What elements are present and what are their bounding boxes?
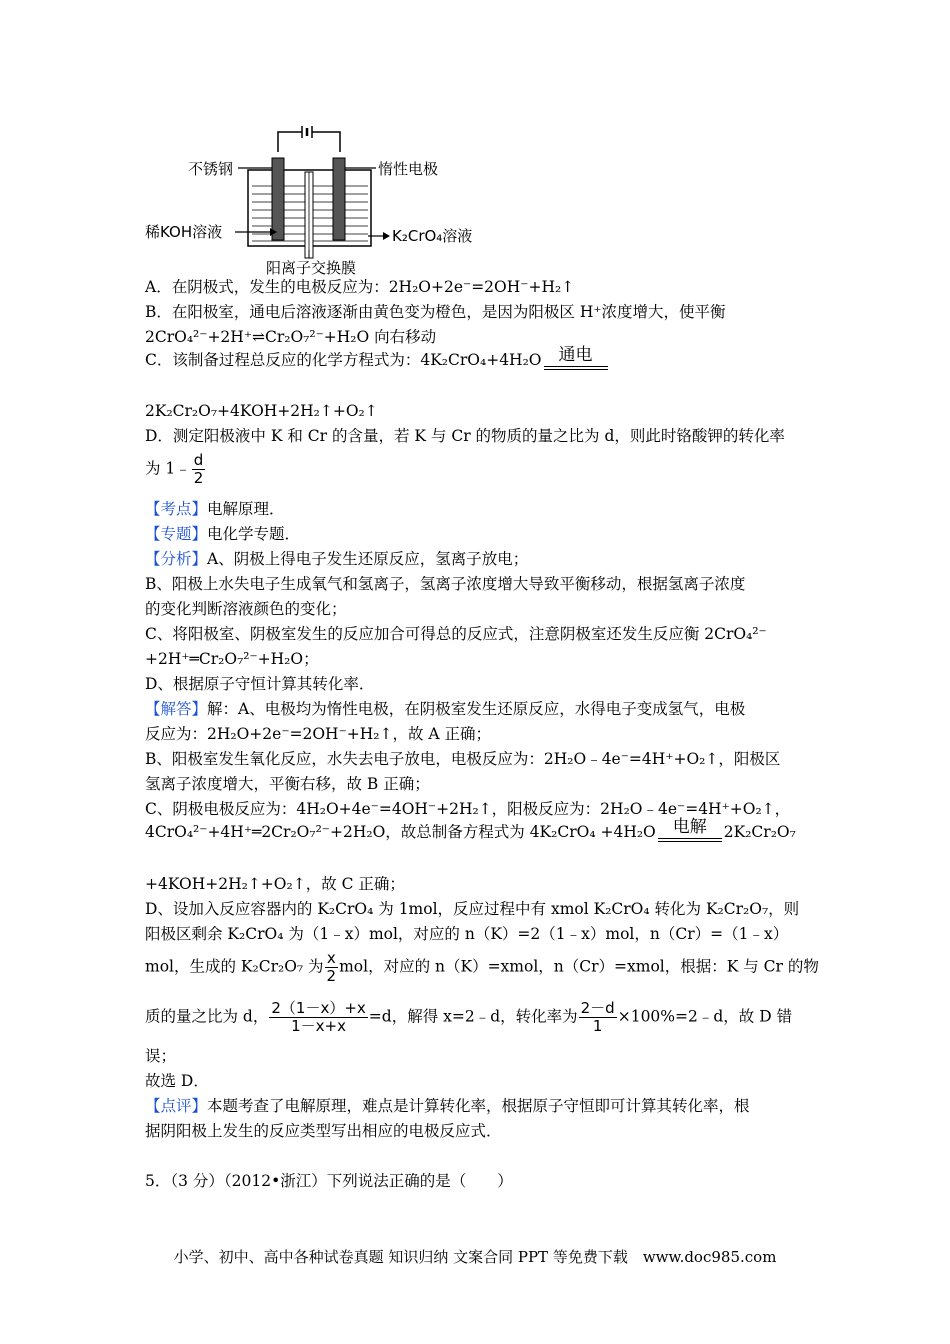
electrolysis-cell-diagram (140, 120, 500, 280)
jieda-11-mid: =d，解得 x=2﹣d，转化率为 (368, 1007, 578, 1026)
kaodian-line (145, 499, 285, 519)
jieda-line11 (145, 1000, 792, 1035)
fraction-ratio-k-cr: $\frac{2(1-x)+x}{1-x+x}$ (271, 999, 366, 1035)
option-a: A．在阴极式，发生的电极反应为：2H₂O+2e⁻=2OH⁻+H₂↑ (145, 278, 575, 296)
jieda-line3: B、阳极室发生氧化反应，水失去电子放电，电极反应为：2H₂O﹣4e⁻=4H⁺+O₂↑，阳极区 (145, 750, 781, 768)
option-b-line1: B．在阳极室，通电后溶液逐渐由黄色变为橙色，是因为阳极区 H⁺浓度增大，使平衡 (145, 303, 726, 321)
jieda-line1 (145, 699, 745, 719)
jieda-line10 (145, 950, 819, 985)
zhuanti-text: 电化学专题． (207, 525, 301, 543)
jieda-line7: +4KOH+2H₂↑+O₂↑，故 C 正确； (145, 875, 405, 893)
fenxi-line2: B、阳极上水失电子生成氧气和氢离子，氢离子浓度增大导致平衡移动，根据氢离子浓度 (145, 575, 746, 593)
option-c-text: C．该制备过程总反应的化学方程式为：4K₂CrO₄+4H₂O (145, 351, 542, 369)
jieda-line6 (145, 818, 796, 842)
zhuanti-tag: 【专题】 (145, 525, 208, 543)
jieda-11-post: ×100%=2﹣d，故 D 错 (617, 1007, 793, 1026)
fenxi-line6: D、根据原子守恒计算其转化率． (145, 675, 375, 693)
jieda-11-pre: 质的量之比为 d， (145, 1007, 269, 1026)
jieda-10-post: mol，对应的 n（K）=xmol，n（Cr）=xmol，根据：K 与 Cr 的物 (339, 957, 819, 976)
fenxi-line3: 的变化判断溶液颜色的变化； (145, 600, 347, 618)
fraction-x-over-2: $\frac{x}{2}$ (326, 949, 337, 985)
jieda-tag: 【解答】 (145, 700, 208, 718)
jieda-line12: 误； (145, 1047, 177, 1065)
jieda-6-pre: 4CrO₄²⁻+4H⁺═2Cr₂O₇²⁻+2H₂O，故总制备方程式为 4K₂CrO₄ +4H₂O (145, 823, 656, 841)
outlet-label: K₂CrO₄溶液 (392, 227, 473, 245)
dianping-line2: 据阴阳极上发生的反应类型写出相应的电极反应式． (145, 1122, 502, 1140)
page-footer: 小学、初中、高中各种试卷真题 知识归纳 文案合同 PPT 等免费下载 www.doc985.com (173, 1248, 777, 1266)
inlet-label: 稀KOH溶液 (145, 223, 223, 241)
dianping-text-1: 本题考查了电解原理，难点是计算转化率，根据原子守恒即可计算其转化率，根 (207, 1097, 750, 1115)
kaodian-tag: 【考点】 (145, 500, 208, 518)
jieda-line2: 反应为：2H₂O+2e⁻=2OH⁻+H₂↑，故 A 正确； (145, 725, 492, 743)
fenxi-line5: +2H⁺═Cr₂O₇²⁻+H₂O； (145, 650, 319, 668)
jieda-line9: 阳极区剩余 K₂CrO₄ 为（1﹣x）mol，对应的 n（K）=2（1﹣x）mol，n（Cr）=（1﹣x） (145, 925, 789, 943)
jieda-6-post: 2K₂Cr₂O₇ (723, 823, 796, 841)
condition-tongdian: 通电 (544, 346, 608, 370)
option-c-line1 (145, 346, 610, 370)
jieda-line4: 氢离子浓度增大，平衡右移，故 B 正确； (145, 775, 430, 793)
dianping-line1 (145, 1096, 750, 1116)
option-b-line2: 2CrO₄²⁻+2H⁺⇌Cr₂O₇²⁻+H₂O 向右移动 (145, 328, 437, 346)
option-d-line1: D．测定阳极液中 K 和 Cr 的含量，若 K 与 Cr 的物质的量之比为 d，则此时铬酸钾的转化率 (145, 427, 785, 445)
condition-dianjie: 电解 (658, 818, 722, 842)
option-d-line2 (145, 452, 206, 487)
kaodian-text: 电解原理． (207, 500, 285, 518)
anode-label: 惰性电极 (378, 160, 439, 178)
membrane-label: 阳离子交换膜 (266, 259, 357, 277)
fenxi-tag: 【分析】 (145, 550, 208, 568)
fenxi-text-1: A、阴极上得电子发生还原反应，氢离子放电； (207, 550, 529, 568)
jieda-text-1: 解：A、电极均为惰性电极，在阴极室发生还原反应，水得电子变成氢气，电极 (207, 700, 746, 718)
jieda-line8: D、设加入反应容器内的 K₂CrO₄ 为 1mol，反应过程中有 xmol K₂CrO₄ 转化为 K₂Cr₂O₇，则 (145, 900, 800, 918)
jieda-line13: 故选 D． (145, 1072, 209, 1090)
fenxi-line4: C、将阳极室、阴极室发生的反应加合可得总的反应式，注意阴极室还发生反应衡 2CrO₄²⁻ (145, 625, 767, 643)
fraction-d-over-2: $\frac{d}{2}$ (193, 451, 204, 487)
fenxi-line1 (145, 549, 528, 569)
zhuanti-line (145, 524, 300, 544)
dianping-tag: 【点评】 (145, 1097, 208, 1115)
option-d-prefix: 为 1﹣ (145, 459, 191, 478)
question-5: 5．（3 分）（2012•浙江）下列说法正确的是（ ） (145, 1172, 513, 1190)
option-c-line2: 2K₂Cr₂O₇+4KOH+2H₂↑+O₂↑ (145, 402, 378, 420)
cathode-label: 不锈钢 (188, 160, 234, 178)
jieda-10-pre: mol，生成的 K₂Cr₂O₇ 为 (145, 957, 324, 976)
jieda-line5: C、阴极电极反应为：4H₂O+4e⁻=4OH⁻+2H₂↑，阳极反应为：2H₂O﹣4e⁻=4H⁺+O₂↑， (145, 800, 791, 818)
fraction-conversion: $\frac{2-d}{1}$ (580, 999, 615, 1035)
